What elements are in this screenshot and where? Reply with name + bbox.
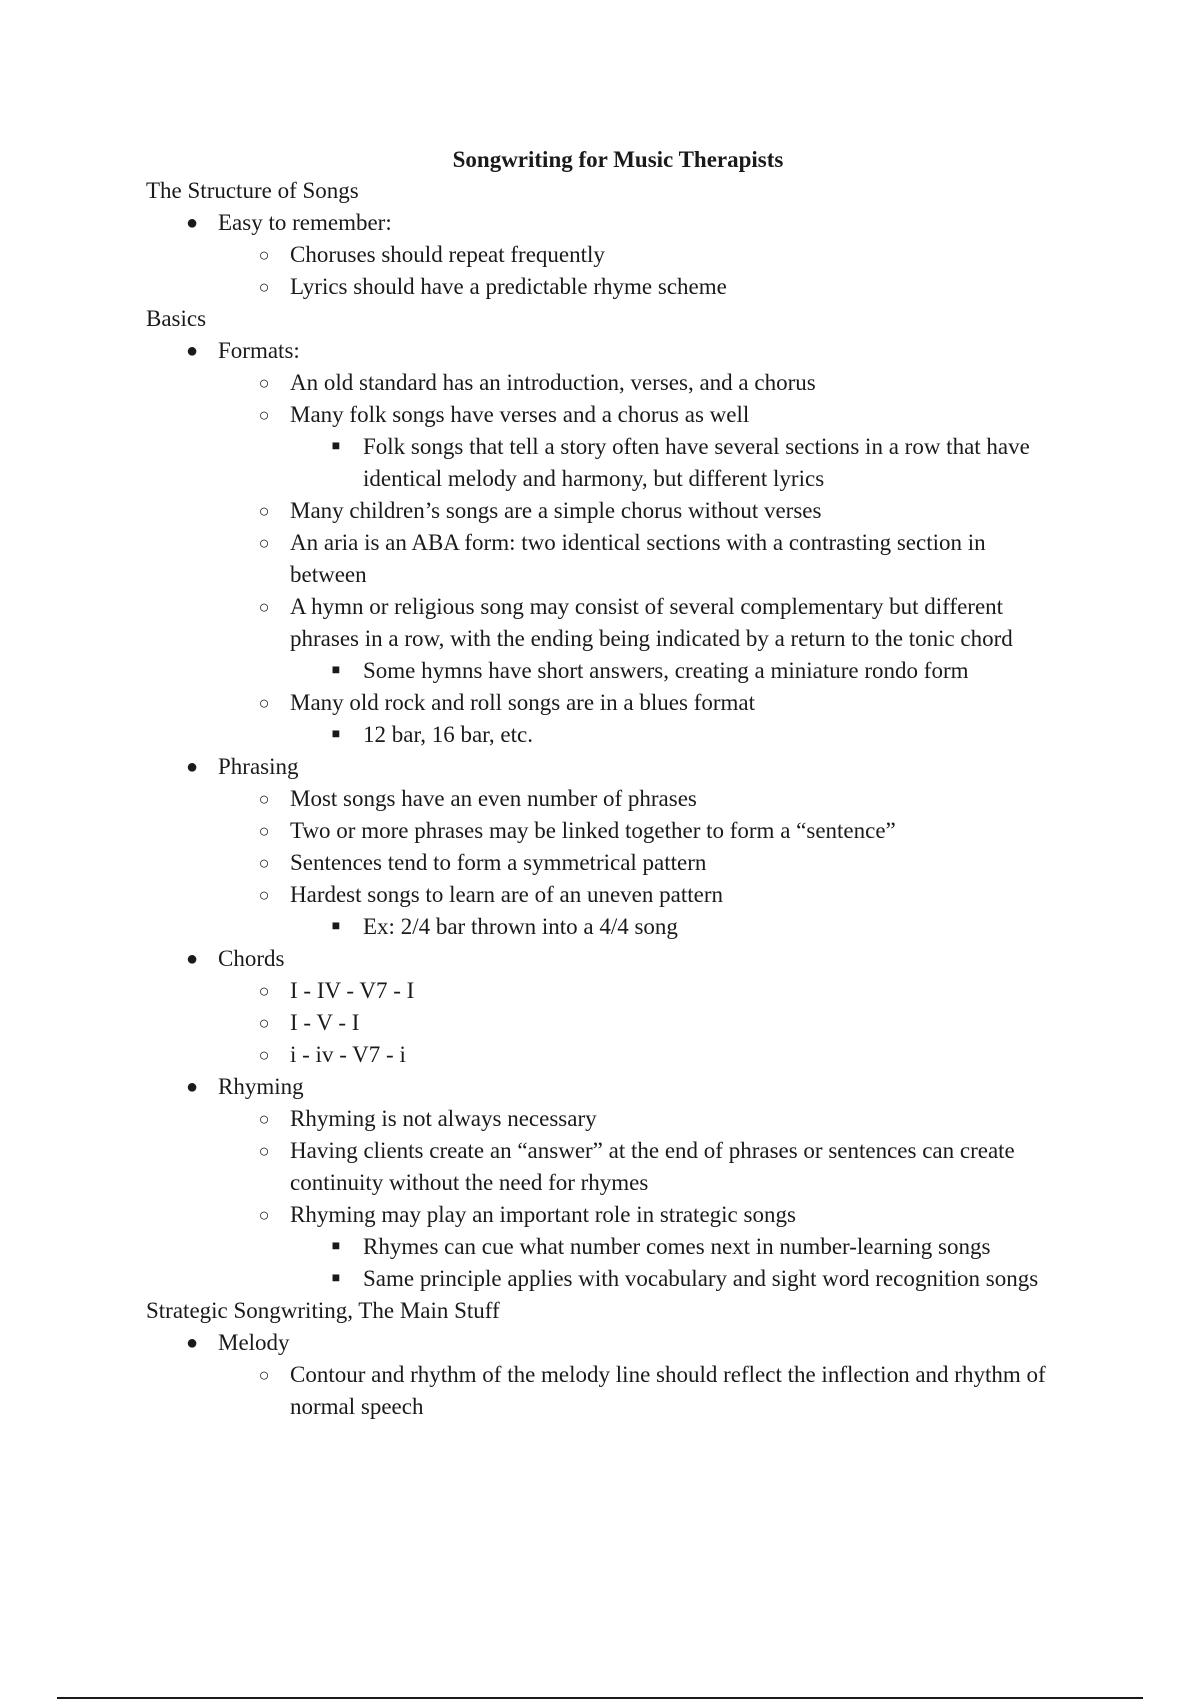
- circle-bullet-icon: ○: [258, 789, 270, 809]
- list-item-continuation: identical melody and harmony, but different lyrics: [363, 466, 825, 491]
- circle-bullet-icon: ○: [258, 821, 270, 841]
- square-bullet-icon: ■: [331, 1239, 341, 1254]
- list-item-text: Many children’s songs are a simple chorus without verses: [290, 498, 822, 523]
- list-item: [146, 1071, 1106, 1103]
- list-item: [146, 847, 1106, 879]
- list-item: [146, 1359, 1106, 1391]
- list-item: [146, 975, 1106, 1007]
- section-heading-basics: Basics: [146, 306, 207, 331]
- list-item-text: Choruses should repeat frequently: [290, 242, 605, 267]
- list-item: [146, 239, 1106, 271]
- list-item-text: Sentences tend to form a symmetrical pattern: [290, 850, 707, 875]
- disc-bullet-icon: ●: [185, 756, 199, 778]
- list-item-text: Same principle applies with vocabulary and sight word recognition songs: [363, 1266, 1039, 1291]
- list-item-text: i - iv - V7 - i: [290, 1042, 406, 1067]
- list-item-text: I - IV - V7 - I: [290, 978, 415, 1003]
- disc-bullet-icon: ●: [185, 212, 199, 234]
- list-item: [146, 687, 1106, 719]
- list-item: [146, 1263, 1106, 1295]
- circle-bullet-icon: ○: [258, 1365, 270, 1385]
- list-item-text: 12 bar, 16 bar, etc.: [363, 722, 533, 747]
- circle-bullet-icon: ○: [258, 853, 270, 873]
- list-item: [146, 399, 1106, 431]
- list-item-text: Folk songs that tell a story often have several sections in a row that have: [363, 434, 1030, 459]
- list-item-text: Most songs have an even number of phrases: [290, 786, 697, 811]
- list-item: [146, 495, 1106, 527]
- list-item-continuation: between: [290, 562, 367, 587]
- list-item-text: I - V - I: [290, 1010, 360, 1035]
- list-item-text: An old standard has an introduction, verses, and a chorus: [290, 370, 816, 395]
- list-item: [146, 879, 1106, 911]
- circle-bullet-icon: ○: [258, 501, 270, 521]
- square-bullet-icon: ■: [331, 439, 341, 454]
- square-bullet-icon: ■: [331, 663, 341, 678]
- list-item: [146, 1007, 1106, 1039]
- list-item-continuation: phrases in a row, with the ending being indicated by a return to the tonic chord: [290, 626, 1013, 651]
- circle-bullet-icon: ○: [258, 885, 270, 905]
- list-item-text: Some hymns have short answers, creating a miniature rondo form: [363, 658, 969, 683]
- circle-bullet-icon: ○: [258, 597, 270, 617]
- circle-bullet-icon: ○: [258, 277, 270, 297]
- circle-bullet-icon: ○: [258, 1141, 270, 1161]
- list-item: [146, 815, 1106, 847]
- square-bullet-icon: ■: [331, 1271, 341, 1286]
- circle-bullet-icon: ○: [258, 373, 270, 393]
- list-item-text: Many folk songs have verses and a chorus as well: [290, 402, 750, 427]
- list-item: [146, 1039, 1106, 1071]
- list-item: [146, 719, 1106, 751]
- disc-bullet-icon: ●: [185, 948, 199, 970]
- circle-bullet-icon: ○: [258, 1109, 270, 1129]
- list-item-text: Rhyming: [218, 1074, 304, 1099]
- list-item: [146, 207, 1106, 239]
- list-item: [146, 591, 1106, 623]
- list-item: [146, 367, 1106, 399]
- list-item-text: Rhymes can cue what number comes next in number-learning songs: [363, 1234, 991, 1259]
- list-item: [146, 431, 1106, 463]
- list-item-text: Having clients create an “answer” at the end of phrases or sentences can create: [290, 1138, 1015, 1163]
- circle-bullet-icon: ○: [258, 981, 270, 1001]
- list-item: [146, 655, 1106, 687]
- list-item-text: Rhyming is not always necessary: [290, 1106, 597, 1131]
- list-item: [146, 1135, 1106, 1167]
- list-item-text: Contour and rhythm of the melody line should reflect the inflection and rhythm of: [290, 1362, 1046, 1387]
- square-bullet-icon: ■: [331, 727, 341, 742]
- list-item: [146, 751, 1106, 783]
- list-item: [146, 783, 1106, 815]
- list-item: [146, 1327, 1106, 1359]
- list-item: [146, 1231, 1106, 1263]
- circle-bullet-icon: ○: [258, 693, 270, 713]
- list-item: [146, 1199, 1106, 1231]
- list-item-text: A hymn or religious song may consist of several complementary but different: [290, 594, 1004, 619]
- list-item-text: Rhyming may play an important role in strategic songs: [290, 1202, 796, 1227]
- list-item-text: An aria is an ABA form: two identical sections with a contrasting section in: [290, 530, 986, 555]
- list-item: [146, 527, 1106, 559]
- page-bottom-rule: [57, 1697, 1143, 1699]
- circle-bullet-icon: ○: [258, 245, 270, 265]
- list-item-text: Two or more phrases may be linked together to form a “sentence”: [290, 818, 896, 843]
- list-item: [146, 911, 1106, 943]
- disc-bullet-icon: ●: [185, 1076, 199, 1098]
- disc-bullet-icon: ●: [185, 340, 199, 362]
- list-item-continuation: normal speech: [290, 1394, 424, 1419]
- circle-bullet-icon: ○: [258, 1205, 270, 1225]
- list-item-text: Many old rock and roll songs are in a blues format: [290, 690, 755, 715]
- list-item-text: Phrasing: [218, 754, 299, 779]
- section-heading-structure: The Structure of Songs: [146, 178, 359, 203]
- list-item-text: Melody: [218, 1330, 290, 1355]
- list-item-text: Formats:: [218, 338, 300, 363]
- square-bullet-icon: ■: [331, 919, 341, 934]
- list-item-text: Chords: [218, 946, 285, 971]
- list-item: [146, 1103, 1106, 1135]
- document-body: [146, 175, 1106, 1423]
- page-title: Songwriting for Music Therapists: [452, 147, 784, 172]
- list-item-text: Hardest songs to learn are of an uneven pattern: [290, 882, 724, 907]
- list-item-text: Easy to remember:: [218, 210, 392, 235]
- disc-bullet-icon: ●: [185, 1332, 199, 1354]
- list-item-continuation: continuity without the need for rhymes: [290, 1170, 649, 1195]
- list-item-text: Ex: 2/4 bar thrown into a 4/4 song: [363, 914, 678, 939]
- section-heading-strategic: Strategic Songwriting, The Main Stuff: [146, 1298, 500, 1323]
- list-item: [146, 335, 1106, 367]
- list-item: [146, 943, 1106, 975]
- circle-bullet-icon: ○: [258, 405, 270, 425]
- circle-bullet-icon: ○: [258, 1045, 270, 1065]
- list-item-text: Lyrics should have a predictable rhyme scheme: [290, 274, 727, 299]
- list-item: [146, 271, 1106, 303]
- circle-bullet-icon: ○: [258, 1013, 270, 1033]
- circle-bullet-icon: ○: [258, 533, 270, 553]
